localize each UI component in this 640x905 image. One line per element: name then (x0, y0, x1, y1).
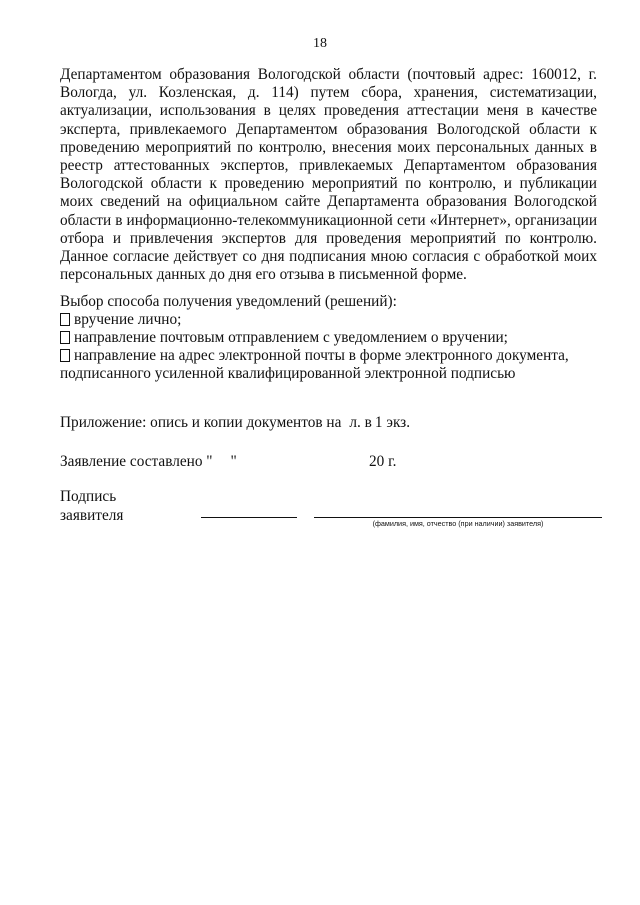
consent-line: персональных данных до дня его отзыва в письменной форме. (60, 266, 467, 284)
drawn-up-line (60, 453, 397, 471)
signature-field-line[interactable] (201, 517, 297, 518)
option-in-person[interactable] (60, 311, 181, 329)
consent-line: реестр аттестованных экспертов, привлекаемых Департаментом образования (60, 157, 597, 175)
option-in-person-label: вручение лично; (74, 311, 182, 328)
checkbox-email[interactable] (60, 349, 70, 362)
consent-line: проведению мероприятий по контролю, внесения моих персональных данных в (60, 138, 597, 156)
consent-line: эксперта, привлекаемого Департаментом образования Вологодской области к (60, 120, 597, 138)
consent-line: отбора и привлечения экспертов для проведения мероприятий по контролю. (60, 229, 597, 247)
consent-line: Вологда, ул. Козленская, д. 114) путем сбора, хранения, систематизации, (60, 84, 597, 102)
drawn-up-label: Заявление составлено (60, 453, 203, 470)
option-email[interactable] (60, 347, 569, 365)
drawn-up-close-quote: " (230, 453, 237, 470)
appendix-sheets-unit: л. в (349, 414, 372, 431)
drawn-up-open-quote: " (206, 453, 213, 470)
option-email-continuation: подписанного усиленной квалифицированной электронной подписью (60, 365, 516, 382)
appendix-copies: 1 экз. (374, 414, 411, 431)
consent-line: Департаментом образования Вологодской области (почтовый адрес: 160012, г. (60, 66, 597, 83)
consent-paragraph (60, 66, 597, 284)
appendix-label: Приложение: опись и копии документов на (60, 414, 342, 431)
full-name-field-line[interactable] (314, 517, 602, 518)
full-name-caption: (фамилия, имя, отчество (при наличии) заявителя) (372, 519, 544, 528)
notification-method-title: Выбор способа получения уведомлений (решений): (60, 293, 397, 310)
appendix-line (60, 414, 410, 432)
checkbox-postal-mail[interactable] (60, 331, 70, 344)
option-email-label: направление на адрес электронной почты в форме электронного документа, (74, 347, 569, 364)
drawn-up-year: 20 г. (369, 453, 397, 470)
consent-line: актуализации, использования в целях проведения аттестации меня в качестве (60, 102, 597, 120)
signature-label (60, 487, 123, 525)
consent-line: моих сведений на официальном сайте Департамента образования Вологодской (60, 193, 597, 211)
consent-line: Вологодской области к проведению мероприятий по контролю, и публикации (60, 175, 597, 193)
signature-label-line2: заявителя (60, 507, 124, 524)
consent-line: Данное согласие действует со дня подписания мною согласия с обработкой моих (60, 248, 597, 266)
option-postal-mail-label: направление почтовым отправлением с уведомлением о вручении; (74, 329, 508, 346)
consent-line: области в информационно-телекоммуникационной сети «Интернет», организации (60, 211, 597, 229)
option-postal-mail[interactable] (60, 329, 508, 347)
signature-label-line1: Подпись (60, 488, 117, 505)
page-number: 18 (313, 36, 327, 51)
checkbox-in-person[interactable] (60, 313, 70, 326)
